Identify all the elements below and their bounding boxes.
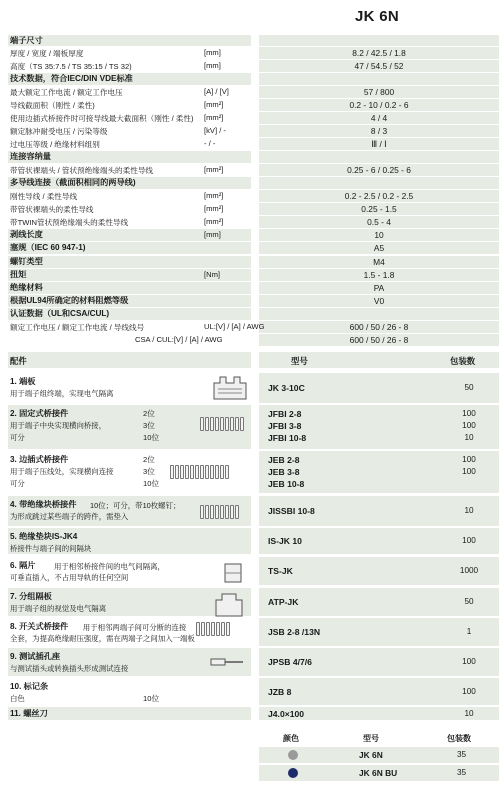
accessories-header-name: 配件 bbox=[10, 356, 27, 366]
spec-value: 1.5 - 1.8 bbox=[363, 270, 395, 280]
accessory-pack-qty: 10 bbox=[464, 433, 474, 442]
spec-row bbox=[8, 242, 499, 254]
color-model: JK 6N BU bbox=[359, 768, 398, 778]
spec-value: 4 / 4 bbox=[370, 113, 388, 123]
accessory-title: 3. 边插式桥接件 bbox=[10, 455, 69, 464]
spec-row bbox=[8, 99, 499, 111]
spec-row bbox=[8, 269, 499, 281]
spec-unit: [mm²] bbox=[204, 204, 224, 213]
spec-row bbox=[8, 282, 499, 294]
accessory-item bbox=[8, 618, 499, 646]
spec-section-title: 端子尺寸 bbox=[10, 36, 43, 45]
separator-illustration bbox=[222, 562, 244, 586]
product-title: JK 6N bbox=[355, 8, 400, 25]
color-row bbox=[259, 747, 499, 763]
accessory-positions: 10位 bbox=[143, 433, 160, 442]
accessory-pack-qty: 50 bbox=[464, 597, 474, 606]
spec-value: 47 / 54.5 / 52 bbox=[354, 61, 404, 71]
accessory-positions: 10位 bbox=[143, 479, 160, 488]
accessory-part-number: ATP-JK bbox=[268, 597, 299, 607]
accessory-item bbox=[8, 707, 499, 720]
spec-row bbox=[8, 86, 499, 98]
accessory-title: 6. 隔片 bbox=[10, 561, 36, 570]
spec-row bbox=[8, 60, 499, 72]
accessory-pack-qty: 10 bbox=[464, 709, 474, 718]
spec-value: 0.2 - 2.5 / 0.2 - 2.5 bbox=[344, 191, 414, 201]
spec-value: 0.25 - 6 / 0.25 - 6 bbox=[347, 165, 411, 175]
color-swatch-blue bbox=[288, 768, 298, 778]
spec-row bbox=[8, 190, 499, 202]
accessory-description: 用于端子中央实现横向桥接， bbox=[10, 421, 107, 430]
spec-row bbox=[8, 138, 499, 150]
spec-section-title: 技术数据，符合IEC/DIN VDE标准 bbox=[10, 74, 133, 83]
accessory-title: 2. 固定式桥接件 bbox=[10, 409, 69, 418]
spec-label: 高度（TS 35:7.5 / TS 35:15 / TS 32) bbox=[10, 62, 132, 71]
accessory-part-number: JFBI 3-8 bbox=[268, 421, 302, 431]
spec-section-title: 多导线连接（截面积相同的两导线) bbox=[10, 178, 136, 187]
accessory-part-number: TS-JK bbox=[268, 566, 293, 576]
accessory-item bbox=[8, 528, 499, 554]
accessory-part-number: IS-JK 10 bbox=[268, 536, 302, 546]
fixed-bridge-illustration bbox=[200, 417, 244, 431]
spec-row bbox=[8, 256, 499, 268]
colors-header-model: 型号 bbox=[363, 734, 379, 743]
accessory-item bbox=[8, 405, 499, 449]
test-socket-illustration bbox=[210, 656, 244, 670]
spec-label: 额定脉冲耐受电压 / 污染等级 bbox=[10, 127, 108, 136]
accessory-part-number: J4.0×100 bbox=[268, 709, 305, 719]
accessory-title: 5. 绝缘垫块IS-JK4 bbox=[10, 532, 78, 541]
accessory-description: 可垂直插入，不占用导轨的任何空间 bbox=[10, 573, 129, 582]
spec-value: 600 / 50 / 26 - 8 bbox=[349, 322, 409, 332]
accessory-title: 10. 标记条 bbox=[10, 682, 49, 691]
edge-bridge-illustration bbox=[170, 465, 229, 479]
accessory-pack-qty: 100 bbox=[462, 657, 476, 666]
spec-value: PA bbox=[373, 283, 385, 293]
spec-value: 0.25 - 1.5 bbox=[361, 204, 397, 214]
spec-unit: UL:[V] / [A] / AWG bbox=[204, 322, 265, 331]
spec-row bbox=[8, 112, 499, 124]
accessory-positions: 2位 bbox=[143, 455, 155, 464]
spec-value: A5 bbox=[373, 243, 385, 253]
spec-unit: [kV] / - bbox=[204, 126, 226, 135]
spec-label: 带管状裸端头 / 管状预绝缘端头的柔性导线 bbox=[10, 166, 154, 175]
spec-label: 刚性导线 / 柔性导线 bbox=[10, 192, 78, 201]
spec-row bbox=[8, 47, 499, 59]
accessory-part-number: JEB 2-8 bbox=[268, 455, 300, 465]
accessory-item bbox=[8, 588, 499, 616]
accessory-positions: 10位 bbox=[143, 694, 160, 703]
accessory-positions: 3位 bbox=[143, 421, 155, 430]
colors-header-qty: 包装数 bbox=[447, 734, 471, 743]
colors-header-color: 颜色 bbox=[283, 734, 299, 743]
spec-unit: [mm²] bbox=[204, 165, 224, 174]
spec-row bbox=[8, 216, 499, 228]
accessory-description: 用于端子组的视觉及电气隔离 bbox=[10, 604, 107, 613]
end-plate-illustration bbox=[212, 373, 248, 403]
accessory-part-number: JSB 2-8 /13N bbox=[268, 627, 321, 637]
spec-value: 10 bbox=[374, 230, 384, 240]
accessory-positions: 2位 bbox=[143, 409, 155, 418]
accessory-description: 可分 bbox=[10, 433, 25, 442]
spec-value: Ⅲ / Ⅰ bbox=[371, 139, 387, 149]
spec-label: 额定工作电压 / 额定工作电流 / 导线线号 bbox=[10, 323, 145, 332]
accessory-note: 用于相邻两端子间可分断的连接 bbox=[82, 623, 187, 632]
spec-value: 8.2 / 42.5 / 1.8 bbox=[352, 48, 406, 58]
spec-unit: [mm] bbox=[204, 230, 221, 239]
accessory-part-number: JEB 10-8 bbox=[268, 479, 305, 489]
accessory-description: 白色 bbox=[10, 694, 25, 703]
spec-label: 导线截面积（刚性 / 柔性) bbox=[10, 101, 95, 110]
spec-section-title: 连接容纳量 bbox=[10, 152, 51, 161]
accessory-description: 全套，为提高绝缘耐压强度，需在两端子之间加入一端板 bbox=[10, 634, 195, 643]
accessory-title: 11. 螺丝刀 bbox=[10, 709, 48, 718]
accessory-item bbox=[8, 648, 499, 676]
accessory-description: 桥接件与端子间的间隔块 bbox=[10, 544, 92, 553]
group-partition-illustration bbox=[214, 592, 244, 620]
spec-section-header bbox=[8, 177, 499, 189]
accessories-header-qty: 包装数 bbox=[450, 356, 476, 366]
accessory-pack-qty: 100 bbox=[462, 421, 476, 430]
spec-row bbox=[8, 229, 499, 241]
accessory-part-number: JFBI 10-8 bbox=[268, 433, 307, 443]
color-qty: 35 bbox=[457, 768, 467, 777]
accessory-item bbox=[8, 678, 499, 705]
insulated-bridge-illustration bbox=[200, 505, 239, 519]
spec-unit: [mm²] bbox=[204, 113, 224, 122]
accessory-title: 7. 分组隔板 bbox=[10, 592, 52, 601]
spec-label: 过电压等级 / 绝缘材料组别 bbox=[10, 140, 100, 149]
color-row bbox=[259, 765, 499, 781]
spec-section-header bbox=[8, 308, 499, 320]
accessory-description: 可分 bbox=[10, 479, 25, 488]
accessory-title: 4. 带绝缘块桥接件 bbox=[10, 500, 77, 509]
accessory-description: 为形成跳过某些端子的跨件，需垫入 bbox=[10, 512, 129, 521]
accessory-title: 8. 开关式桥接件 bbox=[10, 622, 69, 631]
spec-row bbox=[8, 203, 499, 215]
spec-unit: [mm²] bbox=[204, 217, 224, 226]
accessory-note: 用于相邻桥接件间的电气间隔离， bbox=[54, 562, 165, 571]
spec-row bbox=[8, 321, 499, 333]
spec-section-title: 认证数据（UL和CSA/CUL) bbox=[10, 309, 110, 318]
accessory-part-number: JPSB 4/7/6 bbox=[268, 657, 312, 667]
spec-value: 600 / 50 / 26 - 8 bbox=[349, 335, 409, 345]
accessory-pack-qty: 100 bbox=[462, 687, 476, 696]
spec-unit: [mm] bbox=[204, 48, 221, 57]
accessory-pack-qty: 100 bbox=[462, 536, 476, 545]
spec-label: 剥线长度 bbox=[10, 230, 43, 239]
spec-value: 0.5 - 4 bbox=[367, 217, 391, 227]
spec-row bbox=[8, 295, 499, 307]
spec-label: 根据UL94所确定的材料阻燃等级 bbox=[10, 296, 129, 305]
accessory-pack-qty: 50 bbox=[464, 383, 474, 392]
spec-row bbox=[8, 334, 499, 346]
spec-label: 最大额定工作电流 / 额定工作电压 bbox=[10, 88, 123, 97]
accessory-part-number: JEB 3-8 bbox=[268, 467, 300, 477]
accessories-header-model: 型号 bbox=[291, 356, 308, 366]
accessory-pack-qty: 100 bbox=[462, 409, 476, 418]
accessory-part-number: JFBI 2-8 bbox=[268, 409, 302, 419]
accessory-title: 9. 测试插孔座 bbox=[10, 652, 61, 661]
spec-label: 带管状裸端头的柔性导线 bbox=[10, 205, 94, 214]
color-qty: 35 bbox=[457, 750, 467, 759]
color-swatch-gray bbox=[288, 750, 298, 760]
accessory-pack-qty: 10 bbox=[464, 506, 474, 515]
spec-label: 螺钉类型 bbox=[10, 257, 43, 266]
accessory-title: 1. 端板 bbox=[10, 377, 36, 386]
spec-row bbox=[8, 164, 499, 176]
accessory-part-number: JISSBI 10-8 bbox=[268, 506, 315, 516]
spec-unit: [A] / [V] bbox=[204, 87, 229, 96]
spec-label: 绝缘材料 bbox=[10, 283, 43, 292]
spec-section-header bbox=[8, 35, 499, 46]
accessory-description: 与测试插头或转换插头形成测试连接 bbox=[10, 664, 129, 673]
accessory-part-number: JK 3-10C bbox=[268, 383, 305, 393]
colors-header bbox=[259, 731, 499, 745]
accessory-item bbox=[8, 451, 499, 493]
spec-label: 带TWIN管状预绝缘端头的柔性导线 bbox=[10, 218, 129, 227]
spec-section-header bbox=[8, 151, 499, 163]
spec-label: 塞规（IEC 60 947-1) bbox=[10, 243, 86, 252]
spec-unit: [Nm] bbox=[204, 270, 221, 279]
spec-label: 扭矩 bbox=[10, 270, 27, 279]
spec-unit: - / - bbox=[204, 139, 216, 148]
accessory-pack-qty: 100 bbox=[462, 467, 476, 476]
accessory-item bbox=[8, 557, 499, 585]
spec-label: 厚度 / 宽度 / 端板厚度 bbox=[10, 49, 84, 58]
spec-unit: [mm] bbox=[204, 61, 221, 70]
spec-unit: CSA / CUL:[V] / [A] / AWG bbox=[135, 335, 223, 344]
switch-bridge-illustration bbox=[196, 622, 230, 636]
accessories-header bbox=[8, 352, 499, 368]
accessory-pack-qty: 1 bbox=[466, 627, 472, 636]
color-model: JK 6N bbox=[359, 750, 383, 760]
spec-value: V0 bbox=[373, 296, 385, 306]
spec-section-header bbox=[8, 73, 499, 85]
spec-unit: [mm²] bbox=[204, 191, 224, 200]
spec-value: 0.2 - 10 / 0.2 - 6 bbox=[349, 100, 409, 110]
accessory-pack-qty: 100 bbox=[462, 455, 476, 464]
accessory-positions: 3位 bbox=[143, 467, 155, 476]
accessory-description: 用于端子组终端，实现电气隔离 bbox=[10, 389, 114, 398]
spec-label: 使用边插式桥接件时可接导线最大截面积（刚性 / 柔性) bbox=[10, 114, 194, 123]
accessory-description: 用于端子压线处，实现横向连接 bbox=[10, 467, 114, 476]
spec-value: M4 bbox=[373, 257, 385, 267]
spec-row bbox=[8, 125, 499, 137]
accessory-item bbox=[8, 373, 499, 403]
accessory-note: 10位；可分，带10枚螺钉； bbox=[90, 501, 181, 510]
accessory-part-number: JZB 8 bbox=[268, 687, 292, 697]
accessory-item bbox=[8, 496, 499, 526]
spec-unit: [mm²] bbox=[204, 100, 224, 109]
spec-value: 8 / 3 bbox=[370, 126, 388, 136]
spec-value: 57 / 800 bbox=[363, 87, 395, 97]
accessory-pack-qty: 1000 bbox=[459, 566, 479, 575]
